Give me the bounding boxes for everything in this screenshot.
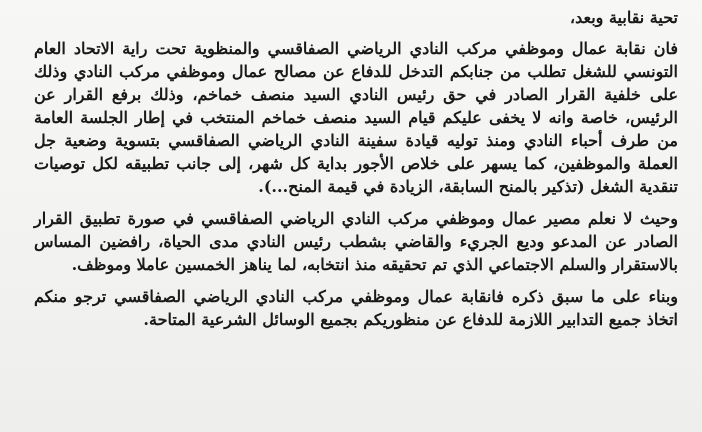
letter-paragraph-conclusion: وبناء على ما سبق ذكره فانقابة عمال وموظفي مركب النادي الرياضي الصفاقسي ترجو منكم اتخاذ جميع التدابير اللازمة للدفاع عن منظوريكم بجميع الوسائل الشرعية المتاحة. — [34, 287, 678, 329]
letter-greeting: تحية نقابية وبعد، — [569, 8, 678, 27]
letter-body — [34, 6, 678, 331]
letter-paragraph-request: فان نقابة عمال وموظفي مركب النادي الرياضي الصفاقسي والمنظوية تحت راية الاتحاد العام التونسي للشغل تطلب من جنابكم التدخل للدفاع عن مصالح عمال وموظفي مركب النادي وذلك على خلفية القرار الصادر في حق رئيس النادي السيد منصف خماخم، وذلك برفع القرار عن الرئيس، خاصة وانه لا يخفى عليكم قيام السيد منصف خماخم المنتخب في إطار الجلسة العامة من طرف أحباء النادي ومنذ توليه قيادة سفينة النادي الرياضي الصفاقسي بتسوية وضعية جل العملة والموظفين، كما يسهر على خلاص الأجور بداية كل شهر، إلى جانب تطبيقه لكل توصيات تنقدية الشغل (تذكير بالمنح السابقة، الزيادة في قيمة المنح...). — [34, 39, 678, 196]
letter-paragraph-concern: وحيث لا نعلم مصير عمال وموظفي مركب النادي الرياضي الصفاقسي في صورة تطبيق القرار الصادر عن المدعو وديع الجريء والقاضي بشطب رئيس النادي مدى الحياة، رافضين المساس بالاستقرار والسلم الاجتماعي الذي تم تحقيقه منذ انتخابه، لما يناهز الخمسين عاملا وموظف. — [34, 209, 679, 274]
